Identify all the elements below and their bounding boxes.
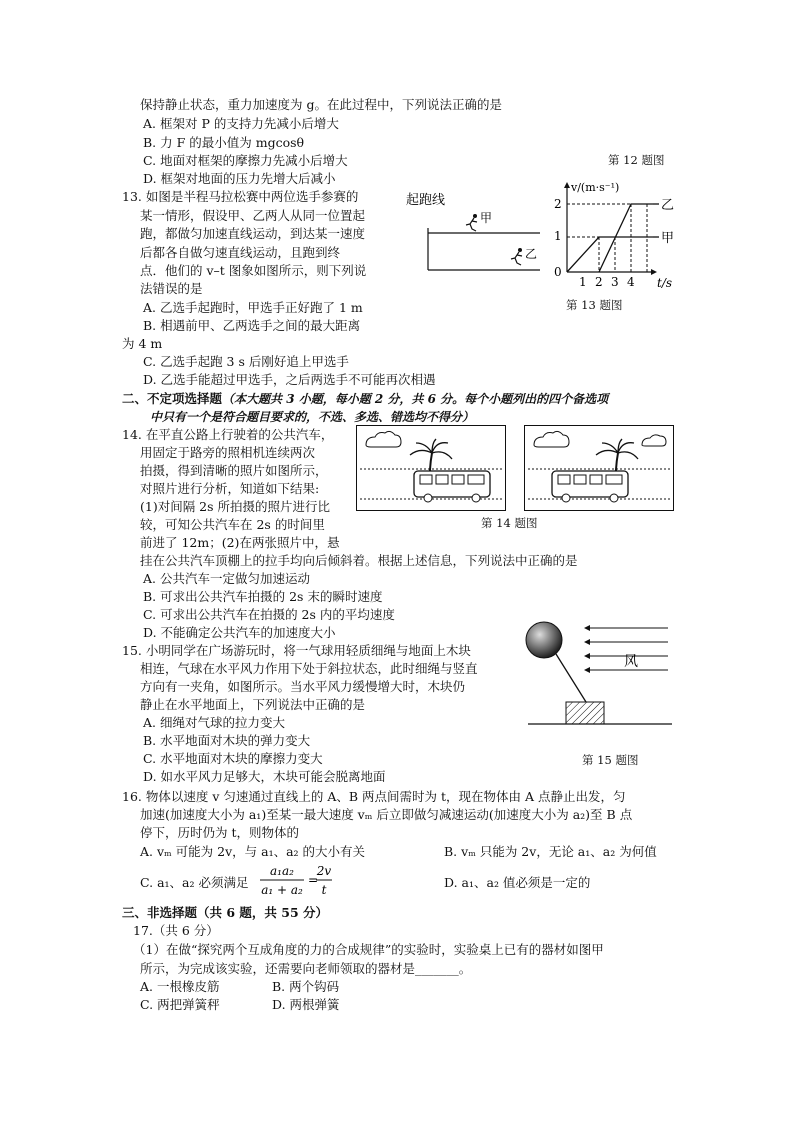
q13-line: 后都各自做匀速直线运动，且跑到终 [140,245,341,260]
q17-line: 所示，为完成该实验，还需要向老师领取的器材是_______。 [140,961,472,976]
q17-option-a: A. 一根橡皮筋 [140,979,220,994]
q13-line: 某一情形，假设甲、乙两人从同一位置起 [140,208,366,223]
q13-option-a: A. 乙选手起跑时，甲选手正好跑了 1 m [143,300,363,315]
q14-photo-1 [356,425,506,511]
svg-text:a₁a₂: a₁a₂ [270,864,294,878]
q17-option-b: B. 两个钩码 [272,979,340,994]
q13-line: 点．他们的 v–t 图象如图所示，则下列说 [140,263,367,278]
q15-caption: 第 15 题图 [582,753,639,767]
svg-text:2v: 2v [316,864,332,878]
q14-line: 拍摄，得到清晰的照片如图所示， [140,463,328,478]
q17-line: （1）在做“探究两个互成角度的力的合成规律”的实验时，实验桌上已有的器材如图甲 [133,942,604,957]
x-tick-2: 2 [595,275,603,289]
wind-label: 风 [624,654,638,670]
q15-option-b: B. 水平地面对木块的弹力变大 [143,733,311,748]
q14-line: 前进了 12m；(2)在两张照片中，悬 [140,535,340,550]
q14-line: 用固定于路旁的照相机连续两次 [140,445,316,460]
q16-option-d: D. a₁、a₂ 值必须是一定的 [444,875,591,890]
q17-option-d: D. 两根弹簧 [272,997,340,1012]
q12-caption: 第 12 题图 [608,153,665,167]
runner-jia-icon [466,214,477,231]
q12-option-a: A. 框架对 P 的支持力先减小后增大 [143,116,339,131]
q12-option-d: D. 框架对地面的压力先增大后减小 [143,171,336,186]
balloon-icon [526,622,562,658]
q12-option-c: C. 地面对框架的摩擦力先减小后增大 [143,153,348,168]
q12-option-b: B. 力 F 的最小值为 mgcosθ [143,135,305,150]
svg-text:=: = [308,873,319,887]
q13-caption: 第 13 题图 [566,298,623,312]
q14-line: 对照片进行分析，知道如下结果: [140,481,320,496]
x-tick-4: 4 [627,275,635,289]
q16-option-c-label: C. a₁、a₂ 必须满足 [140,875,249,890]
runner-jia-label: 甲 [480,211,493,225]
section2-note: 中只有一个是符合题目要求的，不选、多选、错选均不得分） [150,410,475,424]
q17-option-c: C. 两把弹簧秤 [140,997,220,1012]
x-tick-3: 3 [611,275,619,289]
q15-line: 方向有一夹角，如图所示。当水平风力缓慢增大时，木块仍 [140,679,466,694]
y-tick-2: 2 [554,197,562,211]
q14-option-c: C. 可求出公共汽车在拍摄的 2s 内的平均速度 [143,607,395,622]
wooden-block [566,702,604,724]
q14-line: 14. 在平直公路上行驶着的公共汽车， [122,427,334,442]
q15-line: 静止在水平地面上，下列说法中正确的是 [140,697,366,712]
section3-header: 三、非选择题（共 6 题，共 55 分） [122,905,329,920]
q14-caption: 第 14 题图 [481,516,538,530]
q16-line: 停下，历时仍为 t，则物体的 [140,825,299,840]
q16-line: 16. 物体以速度 v 匀速通过直线上的 A、B 两点间需时为 t，现在物体由 A 点静止出发，匀 [122,789,626,804]
y-tick-0: 0 [554,265,562,279]
q15-option-d: D. 如水平风力足够大，木块可能会脱离地面 [143,769,386,784]
q13-line: 法错误的是 [140,281,203,296]
x-tick-1: 1 [579,275,587,289]
q14-line: (1)对间隔 2s 所拍摄的照片进行比 [140,499,331,514]
q14-line: 挂在公共汽车顶棚上的拉手均向后倾斜着。根据上述信息，下列说法中正确的是 [140,553,578,568]
q15-balloon-figure [520,620,675,732]
q13-track-figure [400,188,550,278]
q13-line: 13. 如图是半程马拉松赛中两位选手参赛的 [122,189,359,204]
q17-head: 17.（共 6 分） [133,923,219,938]
q16-option-b: B. vₘ 只能为 2v，无论 a₁、a₂ 为何值 [444,844,657,859]
runner-yi-label: 乙 [525,247,538,261]
start-line-label: 起跑线 [406,193,446,208]
q13-vt-graph [545,174,685,296]
section2-header: 二、不定项选择题（本大题共 3 小题，每小题 2 分，共 6 分。每个小题列出的四个备选项 [122,391,609,406]
svg-text:t: t [321,883,327,897]
x-axis-label: t/s [657,276,673,290]
q14-option-d: D. 不能确定公共汽车的加速度大小 [143,625,336,640]
q16-option-a: A. vₘ 可能为 2v，与 a₁、a₂ 的大小有关 [140,844,366,859]
svg-text:a₁ + a₂: a₁ + a₂ [261,883,303,897]
series-yi-label: 乙 [661,198,675,213]
rope [556,654,586,702]
q13-line: 跑，都做匀加速直线运动，到达某一速度 [140,226,366,241]
series-jia-label: 甲 [661,231,675,246]
y-axis-label: v/(m·s⁻¹) [571,181,620,194]
q12-stem: 保持静止状态，重力加速度为 g。在此过程中，下列说法正确的是 [140,97,502,112]
q14-option-a: A. 公共汽车一定做匀加速运动 [143,571,310,586]
series-yi [599,204,653,272]
bus-icon [414,471,490,502]
bus-icon [552,471,628,502]
q13-option-b: B. 相遇前甲、乙两选手之间的最大距离 [143,318,361,333]
y-tick-1: 1 [554,229,562,243]
q13-option-d: D. 乙选手能超过甲选手，之后两选手不可能再次相遇 [143,372,436,387]
series-jia [567,237,653,272]
q16-option-c-formula [256,860,336,900]
q14-option-b: B. 可求出公共汽车拍摄的 2s 末的瞬时速度 [143,589,383,604]
q15-option-a: A. 细绳对气球的拉力变大 [143,715,285,730]
q15-option-c: C. 水平地面对木块的摩擦力变大 [143,751,323,766]
q14-line: 较，可知公共汽车在 2s 的时间里 [140,517,325,532]
q15-line: 相连，气球在水平风力作用下处于斜拉状态，此时细绳与竖直 [140,661,478,676]
q13-option-b-cont: 为 4 m [122,336,163,351]
runner-yi-icon [511,248,522,265]
q15-line: 15. 小明同学在广场游玩时，将一气球用轻质细绳与地面上木块 [122,643,471,658]
q14-photo-2 [524,425,674,511]
q16-line: 加速(加速度大小为 a₁)至某一最大速度 vₘ 后立即做匀减速运动(加速度大小为 a₂)至 B 点 [140,807,633,822]
q13-option-c: C. 乙选手起跑 3 s 后刚好追上甲选手 [143,354,349,369]
